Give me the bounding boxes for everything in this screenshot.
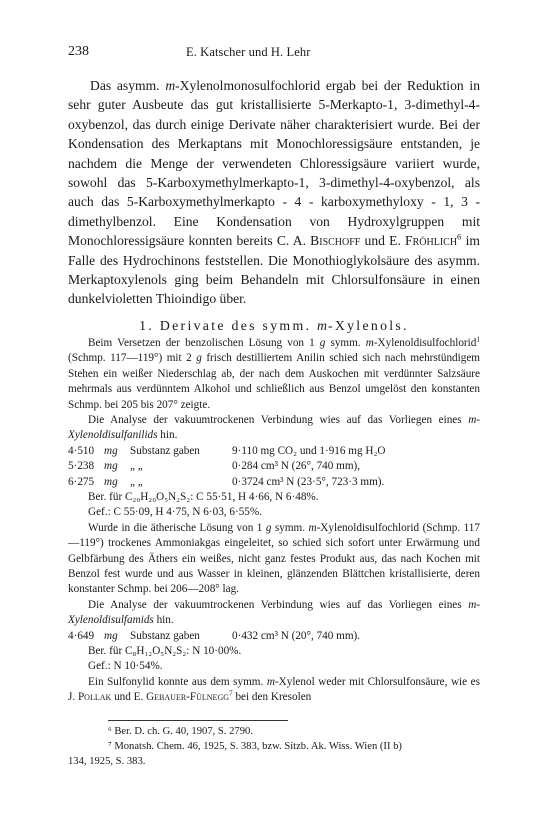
paragraph-sulfonylide: Ein Sulfonylid konnte aus dem symm. m-Xylenol weder mit Chlorsulfonsäure, wie es J. Pollak und E. Gebauer-Fülnegg$^7$ bei den Kresolen [68,675,480,704]
paragraph-analysis-2: Die Analyse der vakuumtrockenen Verbindung wies auf das Vorliegen eines m-Xylenoldisulfamids hin. [68,598,480,627]
experimental-text [68,336,480,706]
running-title: E. Katscher und H. Lehr [186,45,311,59]
paragraph-analysis-1: Die Analyse der vakuumtrockenen Verbindung wies auf das Vorliegen eines m-Xylenoldisulfanilids hin. [68,413,480,442]
calculated-values: Ber. für C₈H₁₂O₅N₂S₂: N 10·00%. [88,645,242,657]
intro-paragraph: Das asymm. m-Xylenolmonosulfochlorid ergab bei der Reduktion in sehr guter Ausbeute das gut kristallisierte 5-Merkapto-1, 3-dimethyl-4-oxybenzol, das durch einige Derivate näher charakterisiert wurde. Bei der Kondensation des Merkaptans mit Monochloressigsäure entstanden, je nachdem die Menge der verwendeten Chloressigsäure variiert wurde, sowohl das 5-Karboxymethylmerkapto-1, 3-dimethyl-4-oxybenzol, als auch das 5-Karboxymethylmerkapto - 4 - karboxymethyloxy - 1, 3 - dimethylbenzol. Eine Kondensation von Hydroxylgruppen mit Monochloressigsäure konnten bereits C. A. Bischoff und E. Fröhlich$^6$ im Falle des Hydrochinons feststellen. Die Monothioglykolsäure des asymm. Merkaptoxylenols ging beim Behandeln mit Chlorsulfonsäure in einen dunkelvioletten Thioindigo über. [68,78,481,307]
page-header [68,44,480,64]
section-heading: 1. Derivate des symm. m-Xylenols. [139,317,409,333]
footnote-7-continued: 134, 1925, S. 383. [68,755,146,767]
found-values: Gef.: C 55·09, H 4·75, N 6·03, 6·55%. [88,506,263,519]
analysis-row: 4·649 mg Substanz gaben 0·432 cm³ N (20°, 740 mm). [68,629,361,642]
footnote-7: ⁷ Monatsh. Chem. 46, 1925, S. 383, bzw. Sitzb. Ak. Wiss. Wien (II b) [108,740,402,752]
analysis-row: 5·238 mg „ „ 0·284 cm³ N (26°, 740 mm), [68,460,361,473]
paragraph-anilide: Beim Versetzen der benzolischen Lösung von 1 g symm. m-Xylenoldisulfochlorid$^1$ (Schmp. 117—119°) mit 2 g frisch destilliertem Anilin schied sich nach mehrstündigem Stehen ein weißer Niederschlag ab, der nach dem Auskochen mit verdünnter Salzsäure mehrmals aus verdünntem Alkohol und schließlich aus Benzol umgelöst den konstanten Schmp. bei 205 bis 207° zeigte. [68,335,481,411]
found-values: Gef.: N 10·54%. [88,660,163,673]
paragraph-amide: Wurde in die ätherische Lösung von 1 g symm. m-Xylenoldisulfochlorid (Schmp. 117—119°) trockenes Ammoniakgas eingeleitet, so schied sich sofort unter Erwärmung und Gelbfärbung des Äthers ein weißes, nicht ganz festes Produkt aus, das nach Kochen mit Benzol fest wurde und aus Wasser in kleinen, glänzenden Blättchen kristallisierte, deren konstanter Schmp. bei 206—208° lag. [68,521,480,596]
analysis-row: 6·275 mg „ „ 0·3724 cm³ N (23·5°, 723·3 mm). [68,475,385,488]
calculated-values: Ber. für C₂₀H₂₀O₅N₂S₂: C 55·51, H 4·66, N 6·48%. [88,490,319,503]
footnotes [68,724,480,769]
analysis-row: 4·510 mg Substanz gaben 9·110 mg CO₂ und 1·916 mg H₂O [68,444,386,457]
page-number: 238 [68,44,89,59]
footnote-6: ⁶ Ber. D. ch. G. 40, 1907, S. 2790. [108,725,253,737]
footnote-rule [108,720,288,721]
page [68,44,480,769]
